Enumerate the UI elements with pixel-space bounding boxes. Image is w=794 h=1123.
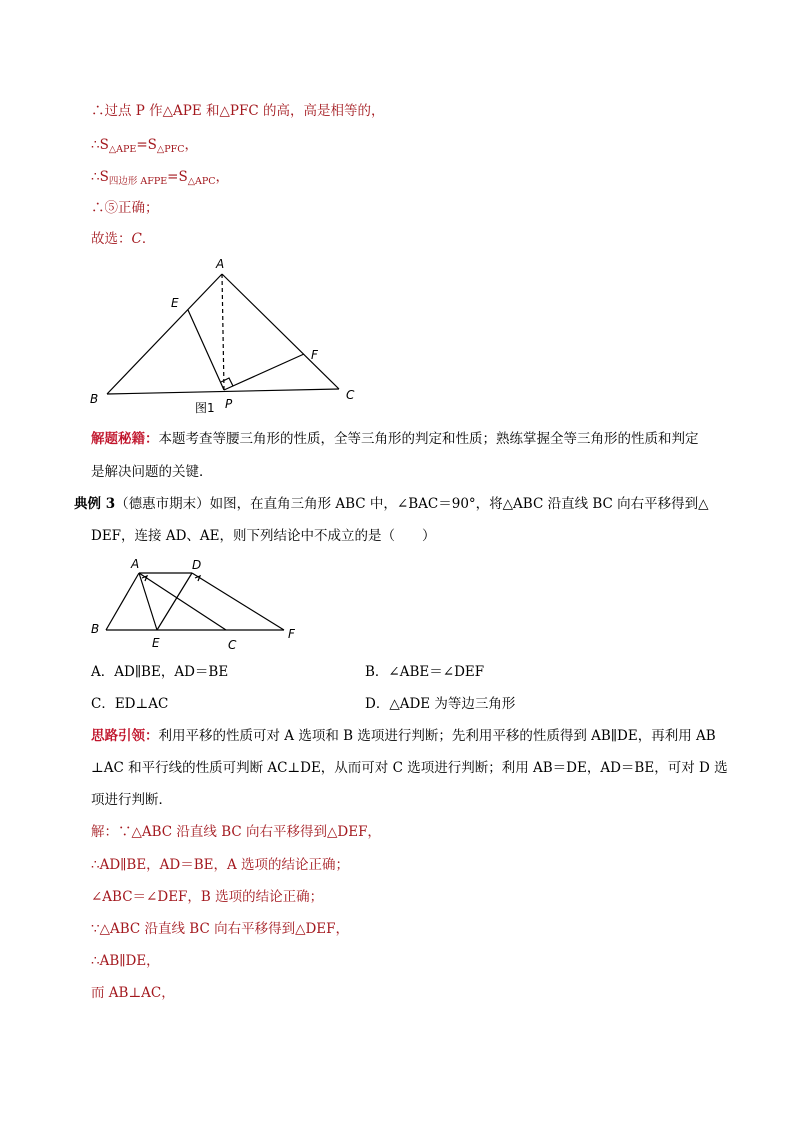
- segment-ae: [139, 573, 157, 630]
- analysis-text: 本题考查等腰三角形的性质，全等三角形的判定和性质；熟练掌握全等三角形的性质和判定: [158, 431, 699, 447]
- proof-line-area-equal: [91, 135, 198, 160]
- area-subscript-ape: △APE: [108, 144, 137, 155]
- hint-line-2: ⊥AC 和平行线的性质可判断 AC⊥DE，从而可对 C 选项进行判断；利用 AB＝DE，AD＝BE，可对 D 选: [91, 760, 728, 776]
- example-line-1: [74, 494, 709, 514]
- example-text: （德惠市期末）如图，在直角三角形 ABC 中，∠BAC＝90°，将△ABC 沿直线 BC 向右平移得到△: [115, 496, 709, 512]
- solution-line-6: 而 AB⊥AC，: [91, 985, 175, 1001]
- figure-1-triangle: [80, 252, 380, 422]
- option-d: D．△ADE 为等边三角形: [365, 696, 516, 712]
- hint-tag: 思路引领：: [91, 728, 159, 744]
- label-b: B: [90, 392, 99, 406]
- equals-area-symbol: =S: [167, 169, 188, 185]
- hint-line-1: [91, 726, 716, 746]
- analysis-tag: 解题秘籍：: [91, 431, 159, 447]
- proof-line-heights: ∴过点 P 作△APE 和△PFC 的高，高是相等的，: [91, 103, 385, 119]
- option-a: A．AD∥BE，AD＝BE: [91, 664, 229, 680]
- example-line-2: DEF，连接 AD、AE，则下列结论中不成立的是（ ）: [91, 528, 436, 544]
- answer-period: ．: [141, 231, 156, 247]
- area-symbol: ∴S: [91, 137, 109, 153]
- area-subscript-afpe: 四边形 AFPE: [108, 176, 168, 187]
- segment-ab: [107, 274, 222, 394]
- solution-line-2: ∴AD∥BE，AD＝BE，A 选项的结论正确；: [91, 857, 350, 873]
- option-c: C．ED⊥AC: [91, 696, 169, 712]
- figure-caption: 图1: [195, 401, 215, 415]
- segment-de: [157, 573, 192, 630]
- example-tag: 典例 3: [74, 496, 116, 512]
- hint-text: 利用平移的性质可对 A 选项和 B 选项进行判断；先利用平移的性质得到 AB∥DE，再利用 AB: [158, 728, 716, 744]
- area-symbol: ∴S: [91, 169, 109, 185]
- label-a: A: [131, 557, 140, 571]
- label-b: B: [91, 622, 100, 636]
- hint-line-3: 项进行判断．: [91, 792, 172, 808]
- label-p: P: [225, 397, 233, 411]
- answer-prefix: 故选：: [91, 231, 132, 247]
- analysis-line-2: 是解决问题的关键．: [91, 464, 213, 480]
- segment-df: [192, 573, 284, 630]
- comma: ，: [184, 137, 198, 153]
- answer-line: [91, 229, 155, 249]
- segment-ep: [188, 310, 224, 390]
- segment-ac: [222, 274, 339, 389]
- area-subscript-pfc: △PFC: [156, 144, 185, 155]
- segment-bc: [107, 389, 339, 394]
- solution-line-3: ∠ABC＝∠DEF，B 选项的结论正确；: [91, 889, 324, 905]
- label-f: F: [311, 348, 318, 362]
- proof-line-quadrilateral-area: [91, 167, 229, 192]
- label-c: C: [228, 638, 237, 652]
- equals-area-symbol: =S: [136, 137, 157, 153]
- analysis-line-1: [91, 429, 699, 449]
- solution-line-4: ∵△ABC 沿直线 BC 向右平移得到△DEF，: [91, 921, 350, 937]
- area-subscript-apc: △APC: [187, 176, 216, 187]
- option-b: B．∠ABE＝∠DEF: [365, 664, 485, 680]
- solution-line-1: 解：∵△ABC 沿直线 BC 向右平移得到△DEF，: [91, 824, 381, 840]
- answer-choice: C: [131, 231, 142, 247]
- proof-line-conclusion: ∴⑤正确；: [91, 200, 159, 216]
- segment-pf: [224, 354, 304, 390]
- figure-2-translation: [85, 552, 305, 654]
- label-c: C: [346, 388, 355, 402]
- solution-line-5: ∴AB∥DE，: [91, 953, 160, 969]
- right-angle-marker: [221, 378, 233, 386]
- segment-ab: [106, 573, 139, 630]
- label-d: D: [192, 558, 202, 572]
- label-a: A: [216, 257, 225, 271]
- right-angle-marker-a: [142, 576, 147, 581]
- label-e: E: [171, 296, 179, 310]
- comma: ，: [215, 169, 230, 185]
- segment-ap-dashed: [222, 274, 224, 390]
- right-angle-marker-d: [195, 576, 200, 581]
- label-f: F: [288, 627, 295, 641]
- label-e: E: [152, 636, 160, 650]
- segment-ac: [139, 573, 226, 630]
